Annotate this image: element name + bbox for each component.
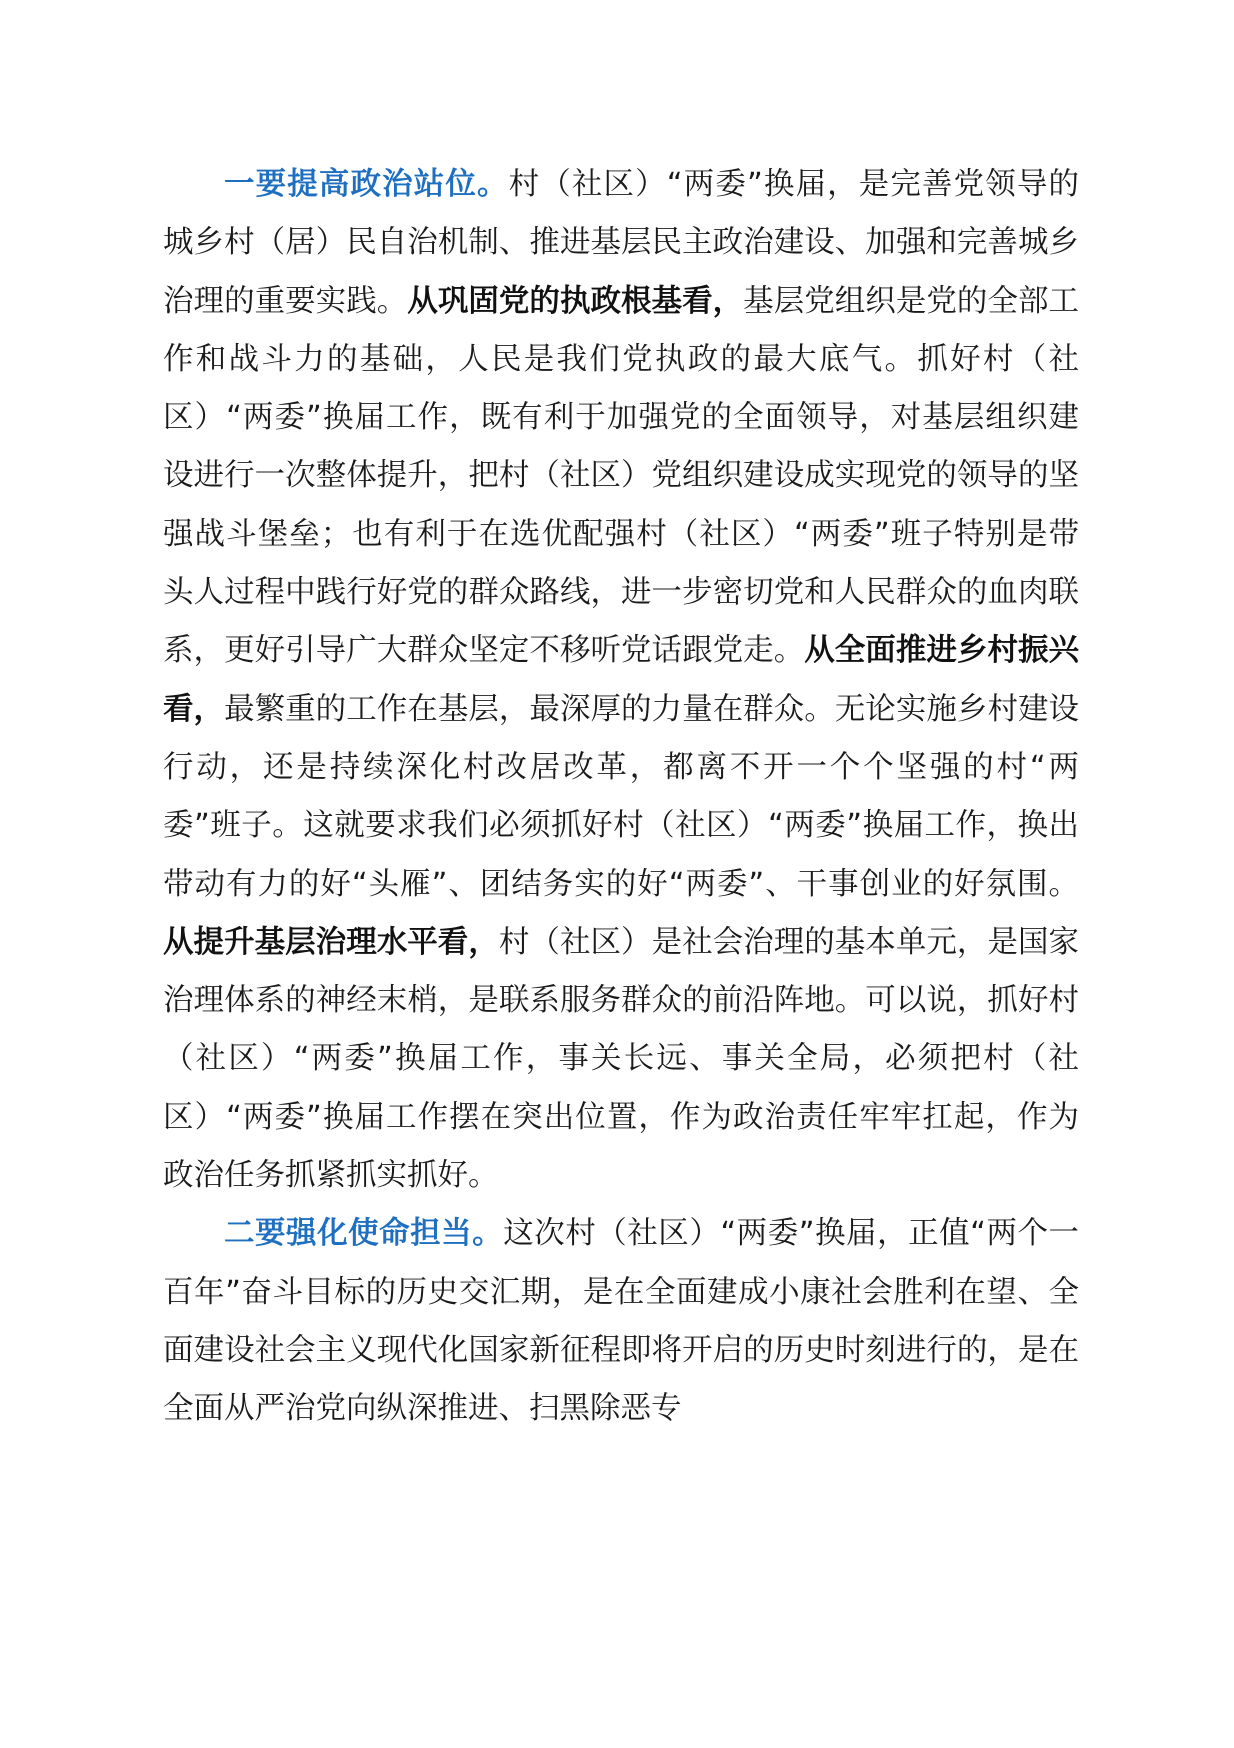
emphasis-text: 从全面推进乡村振兴看， [163,633,1080,727]
paragraph-text: 村（社区）是社会治理的基本单元，是国家治理体系的神经末梢，是联系服务群众的前沿阵地。可以说，抓好村（社区）“两委”换届工作，事关长远、事关全局，必须把村（社区）“两委”换届工作摆在突出位置，作为政治责任牢牢扛起，作为政治任务抓紧抓实抓好。 [163,924,1080,1194]
section-heading-2: 二要强化使命担当。 [224,1216,504,1252]
paragraph-political-position [163,156,1079,1205]
section-heading-1: 一要提高政治站位。 [224,167,509,202]
document-body [163,156,1079,1439]
paragraph-mission [163,1205,1079,1438]
paragraph-text: 基层党组织是党的全部工作和战斗力的基础，人民是我们党执政的最大底气。抓好村（社区）“两委”换届工作，既有利于加强党的全面领导，对基层组织建设进行一次整体提升，把村（社区）党组织建设成实现党的领导的坚强战斗堡垒；也有利于在选优配强村（社区）“两委”班子特别是带头人过程中践行好党的群众路线，进一步密切党和人民群众的血肉联系，更好引导广大群众坚定不移听党话跟党走。 [163,283,1080,669]
paragraph-text: 村（社区）“两委”换届，是完善党领导的城乡村（居）民自治机制、推进基层民主政治建设、加强和完善城乡治理的重要实践。 [163,167,1080,319]
emphasis-text: 从提升基层治理水平看， [163,924,499,960]
emphasis-text: 从巩固党的执政根基看， [407,283,744,319]
paragraph-text: 这次村（社区）“两委”换届，正值“两个一百年”奋斗目标的历史交汇期，是在全面建成小康社会胜利在望、全面建设社会主义现代化国家新征程即将开启的历史时刻进行的，是在全面从严治党向纵深推进、扫黑除恶专 [163,1216,1080,1427]
paragraph-text: 最繁重的工作在基层，最深厚的力量在群众。无论实施乡村建设行动，还是持续深化村改居改革，都离不开一个个坚强的村“两委”班子。这就要求我们必须抓好村（社区）“两委”换届工作，换出带动有力的好“头雁”、团结务实的好“两委”、干事创业的好氛围。 [163,691,1080,902]
